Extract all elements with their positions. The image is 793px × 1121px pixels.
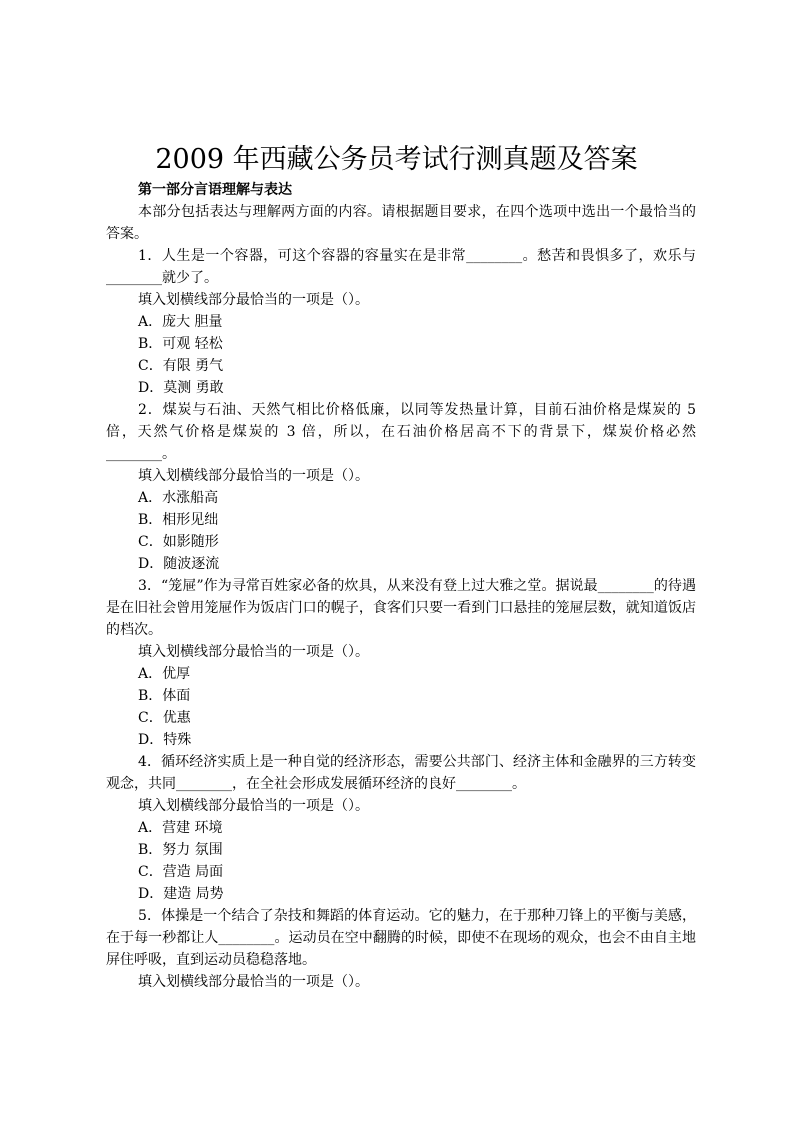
question-prompt: 填入划横线部分最恰当的一项是（）。 [138,974,369,990]
option-d: D．莫测 勇敢 [138,380,224,396]
question-5 [106,905,696,993]
question-prompt: 填入划横线部分最恰当的一项是（）。 [138,798,369,814]
option-a: A．优厚 [138,666,191,682]
question-prompt: 填入划横线部分最恰当的一项是（）。 [138,644,369,660]
option-a: A．营建 环境 [138,820,223,836]
option-d: D．特殊 [138,732,192,748]
question-1 [106,245,696,399]
option-d: D．随波逐流 [138,556,220,572]
option-c: C．优惠 [138,710,191,726]
option-a: A．水涨船高 [138,490,219,506]
option-c: C．营造 局面 [138,864,224,880]
question-stem: 4．循环经济实质上是一种自觉的经济形态，需要公共部门、经济主体和金融界的三方转变观念，共同________，在全社会形成发展循环经济的良好________。 [106,754,696,792]
question-stem: 2．煤炭与石油、天然气相比价格低廉，以同等发热量计算，目前石油价格是煤炭的 5 倍，天然气价格是煤炭的 3 倍，所以，在石油价格居高不下的背景下，煤炭价格必然________。 [106,402,696,462]
option-b: B．可观 轻松 [138,336,223,352]
option-b: B．相形见绌 [138,512,219,528]
section-intro: 本部分包括表达与理解两方面的内容。请根据题目要求，在四个选项中选出一个最恰当的答案。 [106,204,696,242]
option-b: B．努力 氛围 [138,842,223,858]
option-d: D．建造 局势 [138,886,224,902]
question-prompt: 填入划横线部分最恰当的一项是（）。 [138,292,369,308]
option-c: C．有限 勇气 [138,358,224,374]
section-heading: 第一部分言语理解与表达 [138,182,292,198]
option-b: B．体面 [138,688,191,704]
option-a: A．庞大 胆量 [138,314,223,330]
question-3 [106,575,696,751]
question-stem: 5．体操是一个结合了杂技和舞蹈的体育运动。它的魅力，在于那种刀锋上的平衡与美感，在于每一秒都让人________。运动员在空中翻腾的时候，即使不在现场的观众，也会不由自主地屏住呼吸，直到运动员稳稳落地。 [106,908,696,968]
question-prompt: 填入划横线部分最恰当的一项是（）。 [138,468,369,484]
document-title: 2009 年西藏公务员考试行测真题及答案 [155,144,638,175]
document-body [106,179,696,993]
question-stem: 3．“笼屉”作为寻常百姓家必备的炊具，从来没有登上过大雅之堂。据说最________的待遇是在旧社会曾用笼屉作为饭店门口的幌子，食客们只要一看到门口悬挂的笼屉层数，就知道饭店的档次。 [106,578,696,638]
question-2 [106,399,696,575]
question-4 [106,751,696,905]
option-c: C．如影随形 [138,534,219,550]
question-stem: 1．人生是一个容器，可这个容器的容量实在是非常________。愁苦和畏惧多了，欢乐与________就少了。 [106,248,696,286]
